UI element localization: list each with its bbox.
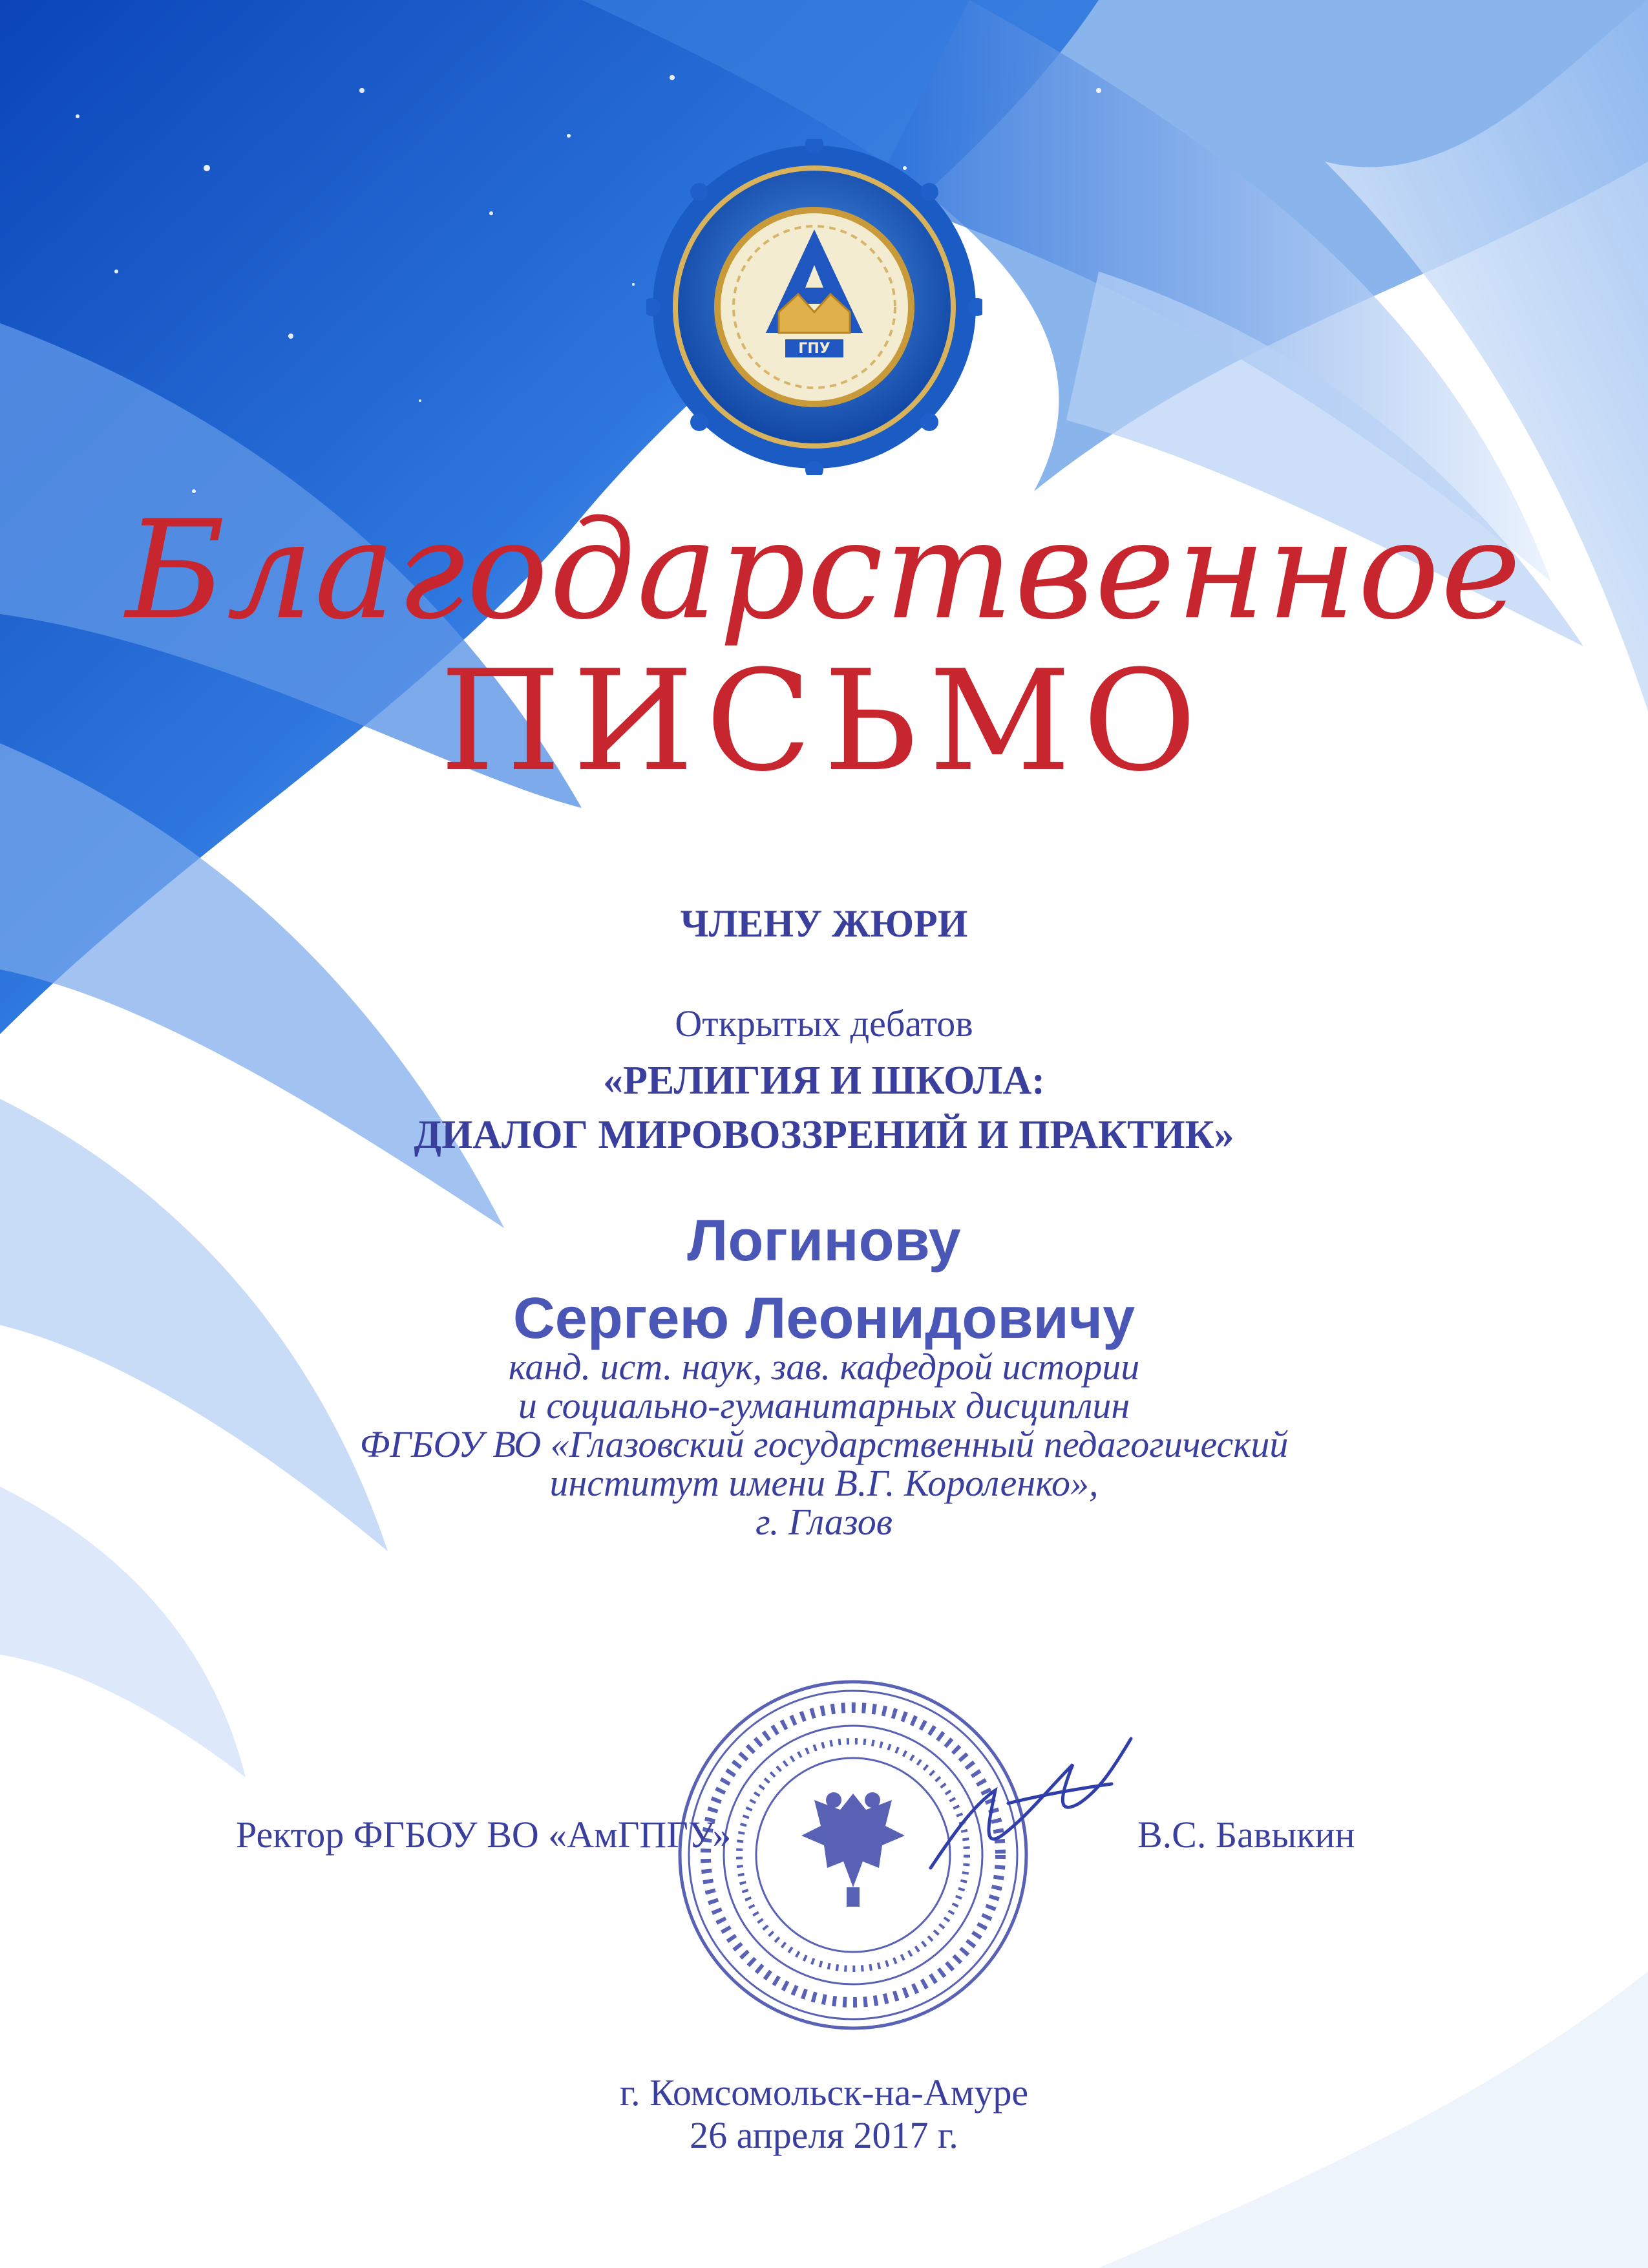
- detail-line: ФГБОУ ВО «Глазовский государственный педагогический: [359, 1423, 1289, 1465]
- recipient-surname: Логинову: [687, 1209, 961, 1273]
- detail-line: и социально-гуманитарных дисциплин: [518, 1384, 1130, 1426]
- svg-text:ГПУ: ГПУ: [798, 341, 830, 357]
- recipient-role: ЧЛЕНУ ЖЮРИ: [680, 902, 968, 945]
- university-seal-icon: [646, 139, 982, 475]
- footer-date: 26 апреля 2017 г.: [690, 2114, 958, 2156]
- signatory-position: Ректор ФГБОУ ВО «АмГПГУ»: [236, 1814, 732, 1856]
- event-intro: Открытых дебатов: [675, 1002, 973, 1044]
- title-script: Благодарственное: [125, 491, 1523, 650]
- detail-line: г. Глазов: [755, 1501, 893, 1543]
- page-title: ПИСЬМО: [439, 640, 1209, 802]
- footer-city: г. Комсомольск-на-Амуре: [619, 2072, 1029, 2114]
- detail-line: канд. ист. наук, зав. кафедрой истории: [508, 1346, 1140, 1388]
- handwritten-signature-icon: [918, 1726, 1137, 1894]
- signatory-name: В.С. Бавыкин: [1137, 1814, 1355, 1856]
- event-title: [0, 1054, 1648, 1162]
- event-title-line: ДИАЛОГ МИРОВОЗЗРЕНИЙ И ПРАКТИК»: [414, 1113, 1234, 1157]
- recipient-given-names: Сергею Леонидовичу: [512, 1286, 1136, 1351]
- event-title-line: «РЕЛИГИЯ И ШКОЛА:: [603, 1059, 1045, 1103]
- detail-line: институт имени В.Г. Короленко»,: [549, 1462, 1099, 1504]
- recipient-name: [0, 1202, 1648, 1357]
- recipient-details: [0, 1348, 1648, 1542]
- footer-place-date: [0, 2072, 1648, 2157]
- double-headed-eagle-icon: [801, 1792, 905, 1907]
